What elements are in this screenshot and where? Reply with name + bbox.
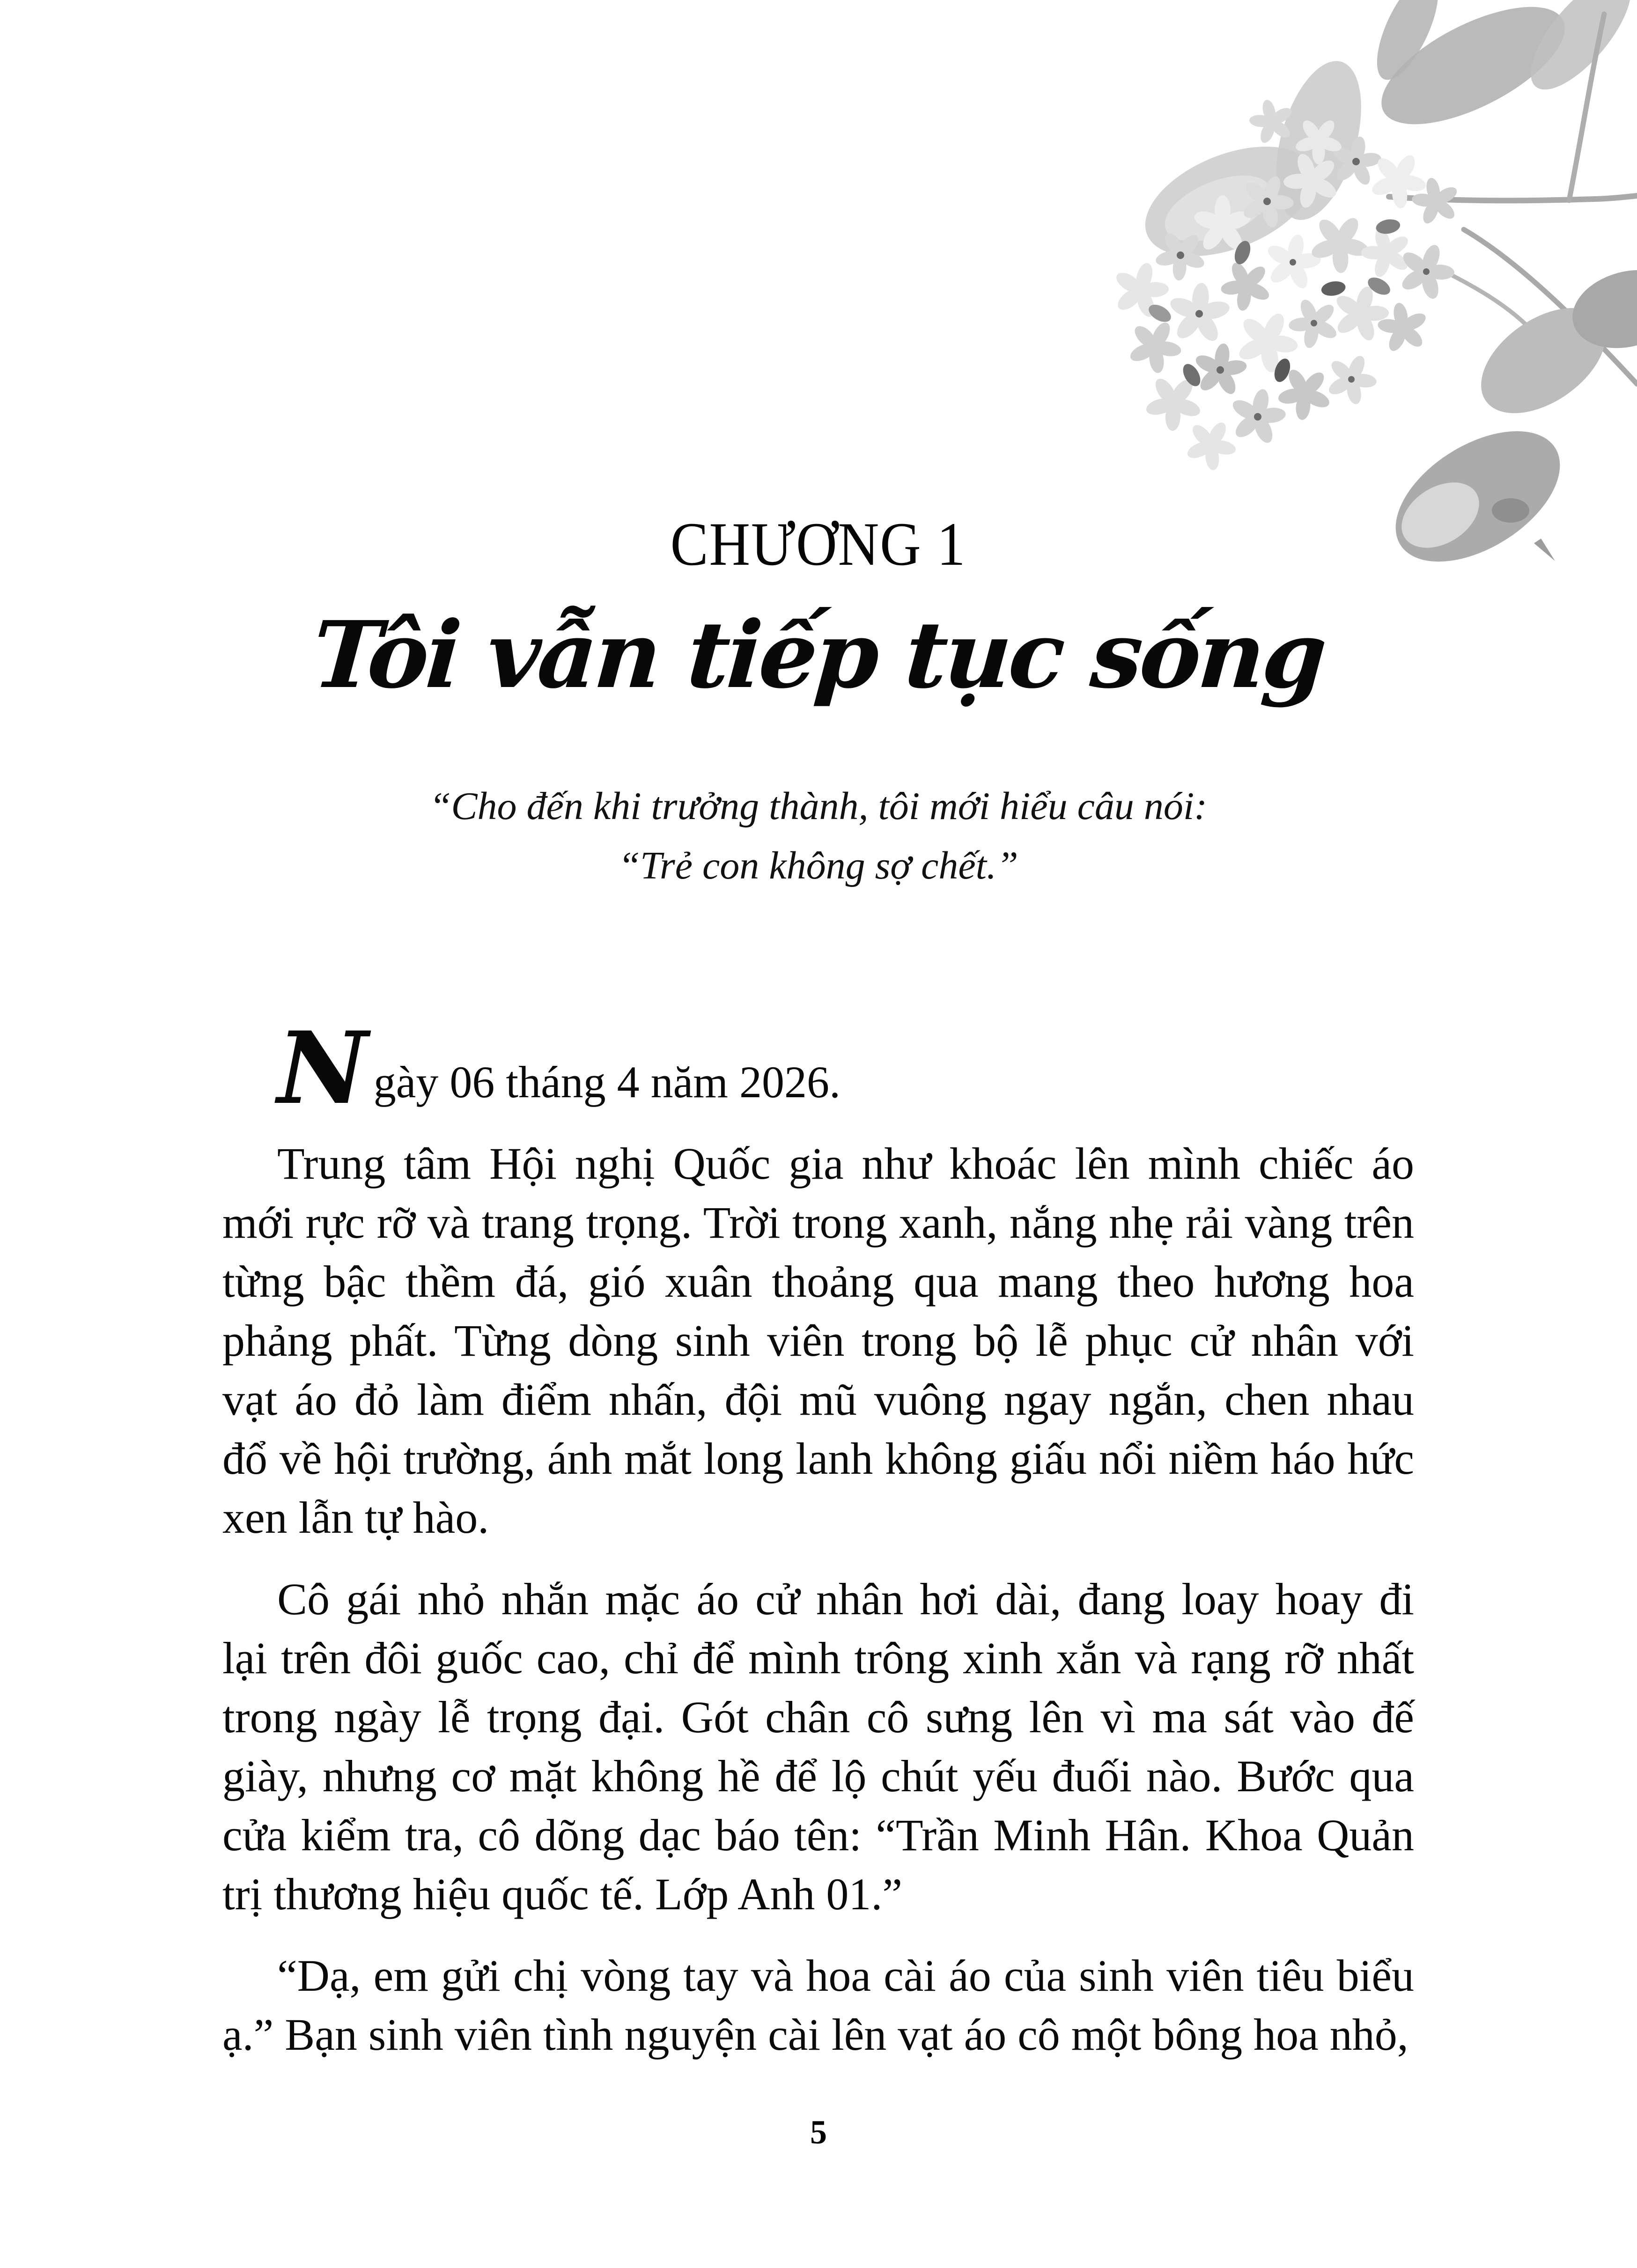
text-line: Trung tâm Hội nghị Quốc gia như khoác lên mình chiếc áo: [277, 1138, 1414, 1189]
paragraph: [222, 1570, 1414, 1924]
text-line: Cô gái nhỏ nhắn mặc áo cử nhân hơi dài, đang loay hoay đi: [277, 1574, 1414, 1624]
chapter-label: CHƯƠNG 1: [670, 510, 966, 578]
text-line: phảng phất. Từng dòng sinh viên trong bộ lễ phục cử nhân với: [222, 1315, 1414, 1366]
text-line: cửa kiểm tra, cô dõng dạc báo tên: “Trần Minh Hân. Khoa Quản: [222, 1810, 1414, 1860]
flower-illustration: [1099, 0, 1637, 562]
epigraph-line: “Trẻ con không sợ chết.”: [618, 844, 1018, 887]
text-line: mới rực rỡ và trang trọng. Trời trong xanh, nắng nhẹ rải vàng trên: [222, 1197, 1414, 1248]
text-line: giày, nhưng cơ mặt không hề để lộ chút yếu đuối nào. Bước qua: [222, 1751, 1414, 1801]
text-line: trị thương hiệu quốc tế. Lớp Anh 01.”: [222, 1869, 902, 1919]
paragraph: [222, 1946, 1414, 2064]
text-line: xen lẫn tự hào.: [222, 1492, 489, 1543]
text-line: ạ.” Bạn sinh viên tình nguyện cài lên vạt áo cô một bông hoa nhỏ,: [222, 2009, 1408, 2060]
text-line: từng bậc thềm đá, gió xuân thoảng qua mang theo hương hoa: [222, 1256, 1414, 1307]
date-text: gày 06 tháng 4 năm 2026.: [373, 1057, 841, 1107]
text-line: trong ngày lễ trọng đại. Gót chân cô sưng lên vì ma sát vào đế: [222, 1692, 1414, 1742]
paragraph-date: [222, 1010, 1414, 1126]
drop-cap-initial: N: [277, 1010, 366, 1126]
epigraph: [222, 776, 1414, 895]
page-number: 5: [810, 2113, 827, 2151]
chapter-title: Tôi vẫn tiếp tục sống: [309, 601, 1327, 709]
epigraph-line: “Cho đến khi trưởng thành, tôi mới hiểu câu nói:: [429, 784, 1208, 828]
text-line: vạt áo đỏ làm điểm nhấn, đội mũ vuông ngay ngắn, chen nhau: [222, 1374, 1414, 1425]
text-line: đổ về hội trường, ánh mắt long lanh không giấu nổi niềm háo hức: [222, 1433, 1414, 1484]
body-text: [222, 1010, 1414, 2087]
text-line: “Dạ, em gửi chị vòng tay và hoa cài áo của sinh viên tiêu biểu: [277, 1950, 1414, 2001]
text-line: lại trên đôi guốc cao, chỉ để mình trông xinh xắn và rạng rỡ nhất: [222, 1633, 1414, 1683]
paragraph: [222, 1134, 1414, 1547]
